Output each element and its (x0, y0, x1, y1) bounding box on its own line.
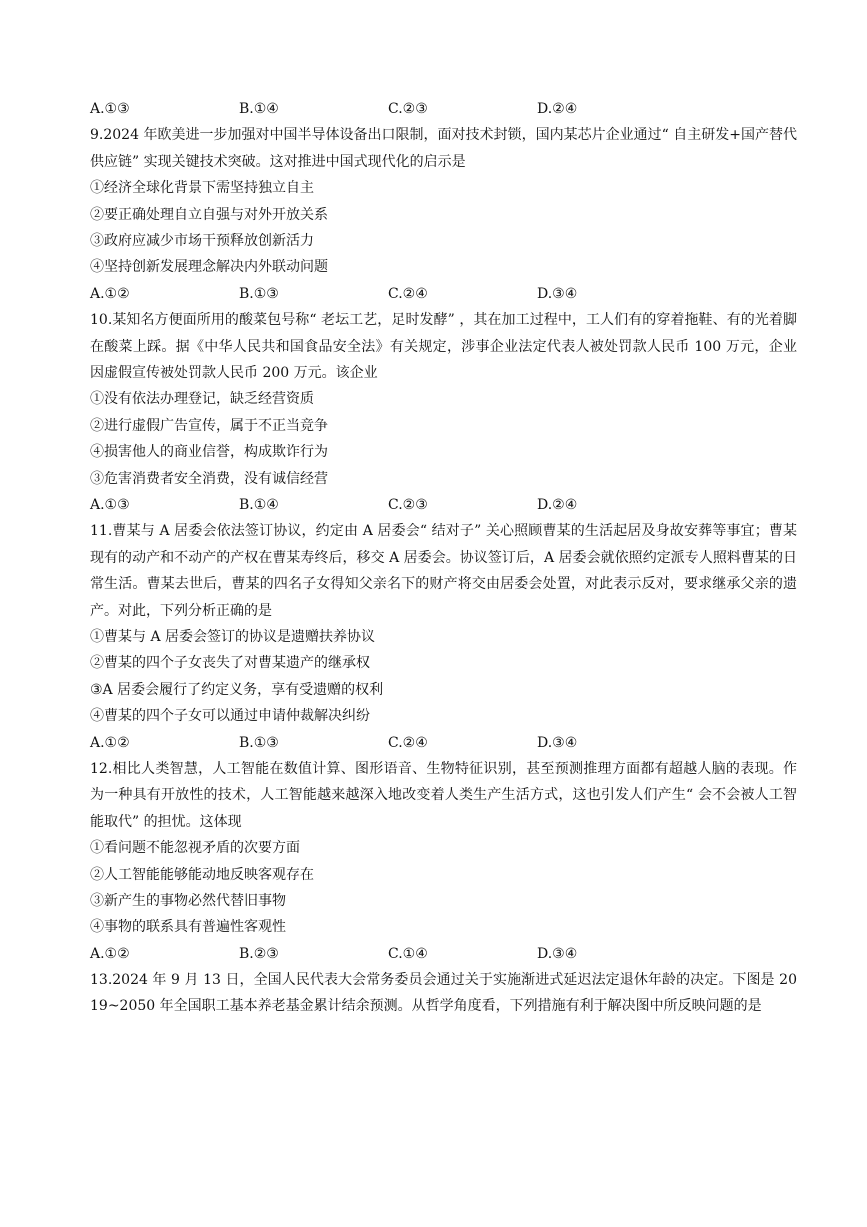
q12-item-3: ③新产生的事物必然代替旧事物 (90, 892, 286, 909)
q10-item-2: ②进行虚假广告宣传，属于不正当竞争 (90, 417, 328, 434)
q11-option-c: C.②④ (388, 734, 428, 751)
q9-item-2: ②要正确处理自立自强与对外开放关系 (90, 206, 328, 223)
q9-option-c: C.②④ (388, 285, 428, 302)
q11-item-2: ②曹某的四个子女丧失了对曹某遗产的继承权 (90, 655, 370, 672)
q11-option-d: D.③④ (537, 734, 578, 751)
q12-item-2: ②人工智能能够能动地反映客观存在 (90, 866, 314, 883)
q9-item-3: ③政府应减少市场干预释放创新活力 (90, 232, 314, 249)
q11-option-b: B.①③ (239, 734, 279, 751)
q11-item-4: ④曹某的四个子女可以通过申请仲裁解决纠纷 (90, 708, 370, 725)
q12-item-1: ①看问题不能忽视矛盾的次要方面 (90, 840, 300, 857)
q11-option-a: A.①② (90, 734, 130, 751)
q13-stem: 13.2024 年 9 月 13 日，全国人民代表大会常务委员会通过关于实施渐进式延迟法定退休年龄的决定。下图是 2019~2050 年全国职工基本养老基金累计结余预测。从哲学角度看，下列措施有利于解决图中所反映问题的是 (90, 972, 797, 1015)
q10-stem: 10.某知名方便面所用的酸菜包号称“ 老坛工艺，足时发酵” ，其在加工过程中，工人们有的穿着拖鞋、有的光着脚在酸菜上踩。据《中华人民共和国食品安全法》有关规定，涉事企业法定代表人被处罚款人民币 100 万元，企业因虚假宣传被处罚款人民币 200 万元。该企业 (90, 312, 797, 381)
q10-item-1: ①没有依法办理登记，缺乏经营资质 (90, 391, 314, 408)
q10-option-a: A.①③ (90, 496, 130, 513)
q9-option-b: B.①③ (239, 285, 279, 302)
q10-item-3: ④损害他人的商业信誉，构成欺诈行为 (90, 444, 328, 461)
q9-item-4: ④坚持创新发展理念解决内外联动问题 (90, 259, 328, 276)
q12-option-d: D.③④ (537, 945, 578, 962)
q12-stem: 12.相比人类智慧，人工智能在数值计算、图形语音、生物特征识别，甚至预测推理方面都有超越人脑的表现。作为一种具有开放性的技术，人工智能越来越深入地改变着人类生产生活方式，这也引发人们产生“ 会不会被人工智能取代” 的担忧。这体现 (90, 760, 797, 830)
q12-option-c: C.①④ (388, 945, 428, 962)
q10-item-4: ③危害消费者安全消费，没有诚信经营 (90, 470, 328, 487)
q11-stem: 11.曹某与 A 居委会依法签订协议，约定由 A 居委会“ 结对子” 关心照顾曹某的生活起居及身故安葬等事宜；曹某现有的动产和不动产的产权在曹某寿终后，移交 A 居委会。协议签订后，A 居委会就依照约定派专人照料曹某的日常生活。曹某去世后，曹某的四名子女得知父亲名下的财产将交由居委会处置，对此表示反对，要求继承父亲的遗产。对此，下列分析正确的是 (90, 523, 797, 619)
q8-option-b: B.①④ (239, 101, 279, 117)
q10-option-b: B.①④ (239, 496, 279, 513)
q9-stem: 9.2024 年欧美进一步加强对中国半导体设备出口限制，面对技术封锁，国内某芯片企业通过“ 自主研发+国产替代供应链” 实现关键技术突破。这对推进中国式现代化的启示是 (90, 127, 797, 170)
q12-option-a: A.①② (90, 945, 130, 962)
q10-options (90, 492, 797, 518)
q12-options (90, 941, 797, 967)
q9-option-a: A.①② (90, 285, 130, 302)
q11-item-3: ③A 居委会履行了约定义务，享有受遗赠的权利 (90, 681, 384, 698)
q8-option-c: C.②③ (388, 101, 428, 117)
q12-option-b: B.②③ (239, 945, 279, 962)
q8-option-d: D.②④ (537, 101, 578, 117)
q8-options (90, 96, 797, 122)
q10-option-d: D.②④ (537, 496, 578, 513)
q11-item-1: ①曹某与 A 居委会签订的协议是遗赠扶养协议 (90, 628, 376, 645)
q9-option-d: D.③④ (537, 285, 578, 302)
q10-option-c: C.②③ (388, 496, 428, 513)
q12-item-4: ④事物的联系具有普遍性客观性 (90, 919, 286, 936)
q8-option-a: A.①③ (90, 101, 130, 117)
q11-options (90, 730, 797, 756)
q9-options (90, 281, 797, 307)
q9-item-1: ①经济全球化背景下需坚持独立自主 (90, 180, 314, 197)
